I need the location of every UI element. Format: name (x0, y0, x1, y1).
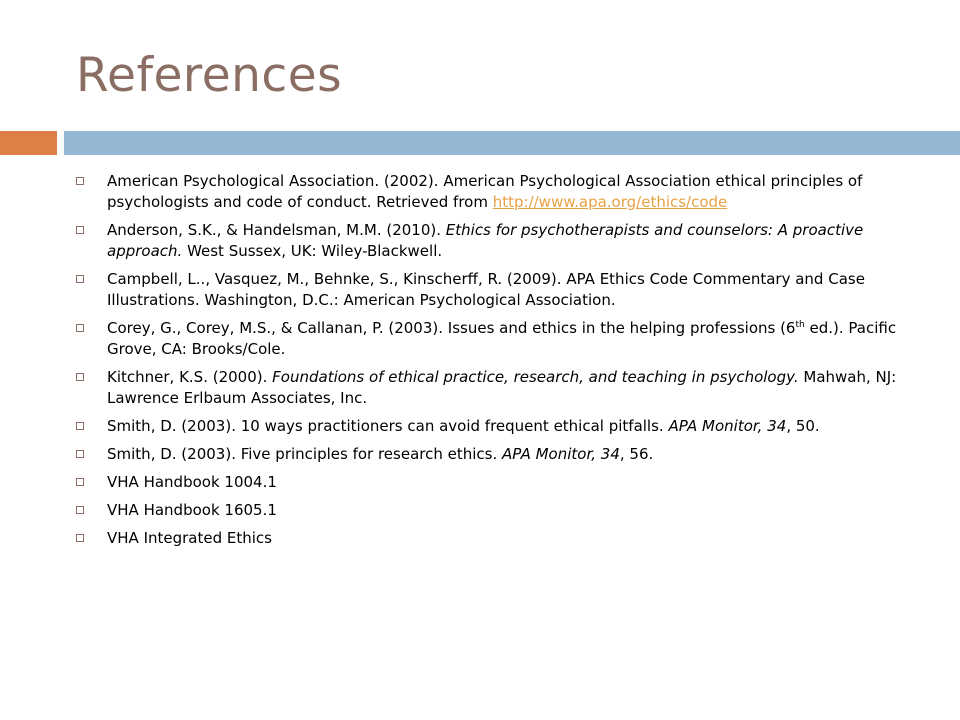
reference-item (76, 367, 936, 409)
reference-text: Anderson, S.K., & Handelsman, M.M. (2010). (107, 221, 446, 239)
reference-title: Foundations of ethical practice, research, and teaching in psychology. (272, 368, 799, 386)
reference-list (76, 171, 936, 556)
slide-title: References (76, 48, 343, 103)
reference-item (76, 171, 936, 213)
title-accent-bar (0, 131, 57, 155)
reference-publisher: ed.). Pacific Grove, CA: Brooks/Cole. (107, 319, 897, 358)
reference-text: VHA Handbook 1605.1 (107, 501, 277, 519)
square-bullet-icon (76, 275, 84, 283)
square-bullet-icon (76, 324, 84, 332)
reference-text: VHA Handbook 1004.1 (107, 473, 277, 491)
reference-text: Smith, D. (2003). 10 ways practitioners can avoid frequent ethical pitfalls. (107, 417, 669, 435)
reference-item (76, 528, 936, 549)
reference-item (76, 220, 936, 262)
square-bullet-icon (76, 506, 84, 514)
reference-item (76, 472, 936, 493)
reference-text: American Psychological Association. (2002). American Psychological Association ethical principles of psychologists and code of conduct. Retrieved from (107, 172, 863, 211)
square-bullet-icon (76, 450, 84, 458)
reference-publisher: West Sussex, UK: Wiley-Blackwell. (182, 242, 443, 260)
reference-item (76, 318, 936, 360)
square-bullet-icon (76, 177, 84, 185)
reference-text: Campbell, L.., Vasquez, M., Behnke, S., Kinscherff, R. (2009). APA Ethics Code Commentary and Case Illustrations. Washington, D.C.: American Psychological Association. (107, 270, 865, 309)
square-bullet-icon (76, 226, 84, 234)
reference-item (76, 444, 936, 465)
reference-item (76, 269, 936, 311)
reference-item (76, 500, 936, 521)
reference-journal: APA Monitor, 34 (668, 417, 787, 435)
reference-item (76, 416, 936, 437)
square-bullet-icon (76, 478, 84, 486)
reference-journal: APA Monitor, 34 (502, 445, 620, 463)
square-bullet-icon (76, 373, 84, 381)
reference-title: Ethics for psychotherapists and counselors: A proactive approach. (107, 221, 864, 260)
reference-pages: , 56. (619, 445, 654, 463)
reference-text: VHA Integrated Ethics (107, 529, 272, 547)
reference-link[interactable]: http://www.apa.org/ethics/code (492, 193, 728, 211)
reference-text: Kitchner, K.S. (2000). (107, 368, 273, 386)
square-bullet-icon (76, 422, 84, 430)
reference-pages: , 50. (786, 417, 820, 435)
reference-text: Smith, D. (2003). Five principles for research ethics. (107, 445, 503, 463)
title-divider-bar (64, 131, 960, 155)
reference-text: Corey, G., Corey, M.S., & Callanan, P. (2003). Issues and ethics in the helping professions (6 (107, 319, 796, 337)
reference-publisher: Mahwah, NJ: Lawrence Erlbaum Associates, Inc. (107, 368, 897, 407)
edition-superscript: th (795, 320, 805, 330)
square-bullet-icon (76, 534, 84, 542)
